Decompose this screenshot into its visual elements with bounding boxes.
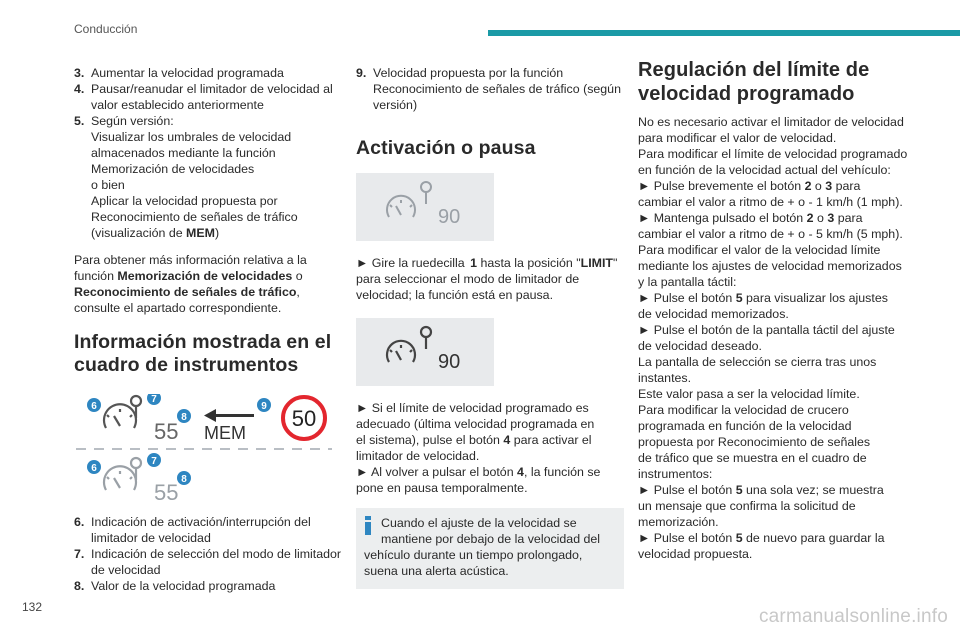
legend-item-8: 8. Valor de la velocidad programada — [74, 579, 276, 593]
svg-text:7: 7 — [151, 456, 157, 467]
callout-7-bottom — [147, 453, 161, 467]
callout-8-bottom — [177, 471, 191, 485]
display-paused — [356, 173, 494, 241]
heading-activation: Activación o pausa — [356, 137, 536, 159]
svg-text:7: 7 — [151, 394, 157, 405]
column-right — [638, 58, 914, 562]
reference-paragraph: Para obtener más información relativa a la función Memorización de velocidades o Reconocimiento de señales de tráfico, consulte el apartado correspondiente. — [74, 253, 307, 315]
info-box: Cuando el ajuste de la velocidad se mantiene por debajo de la velocidad del vehículo durante un tiempo prolongado, suena una alerta acústica. — [356, 508, 624, 589]
svg-text:6: 6 — [91, 401, 97, 412]
speed-limit-sign-icon — [283, 397, 325, 439]
list-item-3: 3. Aumentar la velocidad programada — [74, 66, 284, 80]
header-accent-bar — [488, 30, 960, 36]
display-active-illustration — [356, 318, 494, 386]
callout-6-bottom — [87, 460, 101, 474]
list-item-9: 9. Velocidad propuesta por la función Reconocimiento de señales de tráfico (según versión) — [356, 66, 621, 112]
svg-text:6: 6 — [91, 463, 97, 474]
instruction-activate: ► Si el límite de velocidad programado es adecuado (última velocidad programada en el sistema), pulse el botón 4 para activar el limitador de velocidad. ► Al volver a pulsar el botón 4, la función se pone en pausa temporalmente. — [356, 401, 601, 495]
speedometer-icon-inactive — [104, 466, 136, 490]
running-header-section: Conducción — [74, 22, 138, 36]
limiter-mode-icon — [421, 182, 431, 204]
heading-speed-adjustment: Regulación del límite de velocidad programado — [638, 59, 870, 105]
display-active — [356, 318, 494, 386]
legend-item-6: 6. Indicación de activación/interrupción del limitador de velocidad — [74, 515, 311, 545]
watermark: carmanualsonline.info — [758, 606, 948, 627]
callout-8 — [177, 409, 191, 423]
limiter-mode-icon — [131, 396, 141, 418]
speedometer-icon — [104, 404, 136, 428]
mem-label: MEM — [204, 423, 246, 443]
callout-7 — [147, 394, 161, 405]
limiter-mode-icon-inactive — [131, 458, 141, 480]
speedometer-icon — [387, 196, 415, 217]
legend-list — [74, 514, 344, 594]
page-number: 132 — [22, 600, 43, 614]
list-item-5: 5. Según versión: Visualizar los umbrales de velocidad almacenados mediante la función Memorización de velocidades o bien Aplicar la velocidad propuesta por Reconocimiento de señales de tráfico (visualización de MEM) — [74, 114, 298, 240]
svg-text:50: 50 — [291, 406, 317, 431]
svg-text:8: 8 — [181, 474, 187, 485]
info-icon — [363, 516, 373, 535]
speed-value-bottom: 55 — [154, 480, 179, 502]
speedometer-icon — [387, 341, 415, 362]
display-speed: 90 — [438, 351, 461, 373]
list-item-4: 4. Pausar/reanudar el limitador de velocidad al valor establecido anteriormente — [74, 82, 333, 112]
callout-9 — [257, 398, 271, 412]
arrow-left-icon — [204, 409, 254, 422]
instrument-cluster-illustration — [74, 394, 336, 502]
adjustment-text: No es necesario activar el limitador de velocidad para modificar el valor de velocidad. Para modificar el límite de velocidad programado en función de la velocidad actual del vehículo: ► Pulse brevemente el botón 2 o 3 para cambiar el valor a ritmo de + o - 1 km/h (1 mph). ► Mantenga pulsado el botón 2 o 3 para cambiar el valor a ritmo de + o - 5 km/h (5 mph). Para modificar el valor de la velocidad límite mediante los ajustes de velocidad memorizados y la pantalla táctil: ► Pulse el botón 5 para visualizar los ajustes de velocidad memorizados. ► Pulse el botón de la pantalla táctil del ajuste de velocidad deseado. La pantalla de selección se cierra tras unos instantes. Este valor pasa a ser la velocidad límite. Para modificar la velocidad de crucero programada en función de la velocidad propuesta por Reconocimiento de señales de tráfico que se muestra en el cuadro de instrumentos: ► Pulse el botón 5 una sola vez; se muestra un mensaje que confirma la solicitud de memorización. ► Pulse el botón 5 de nuevo para guardar la velocidad propuesta. — [638, 115, 908, 561]
display-speed: 90 — [438, 206, 461, 228]
callout-6 — [87, 398, 101, 412]
heading-instrument-display: Información mostrada en el cuadro de instrumentos — [74, 331, 332, 376]
svg-text:9: 9 — [261, 401, 267, 412]
limiter-mode-icon — [421, 327, 431, 349]
instrument-cluster-figure — [74, 394, 336, 502]
svg-text:8: 8 — [181, 412, 187, 423]
column-left — [74, 65, 344, 594]
legend-item-7: 7. Indicación de selección del modo de limitador de velocidad — [74, 547, 342, 577]
instruction-turn-wheel: ► Gire la ruedecilla 1 hasta la posición "LIMIT" para seleccionar el modo de limitador de velocidad; la función está en pausa. — [356, 256, 618, 302]
display-paused-illustration — [356, 173, 494, 241]
speed-value-top: 55 — [154, 419, 179, 444]
column-middle — [356, 65, 624, 589]
